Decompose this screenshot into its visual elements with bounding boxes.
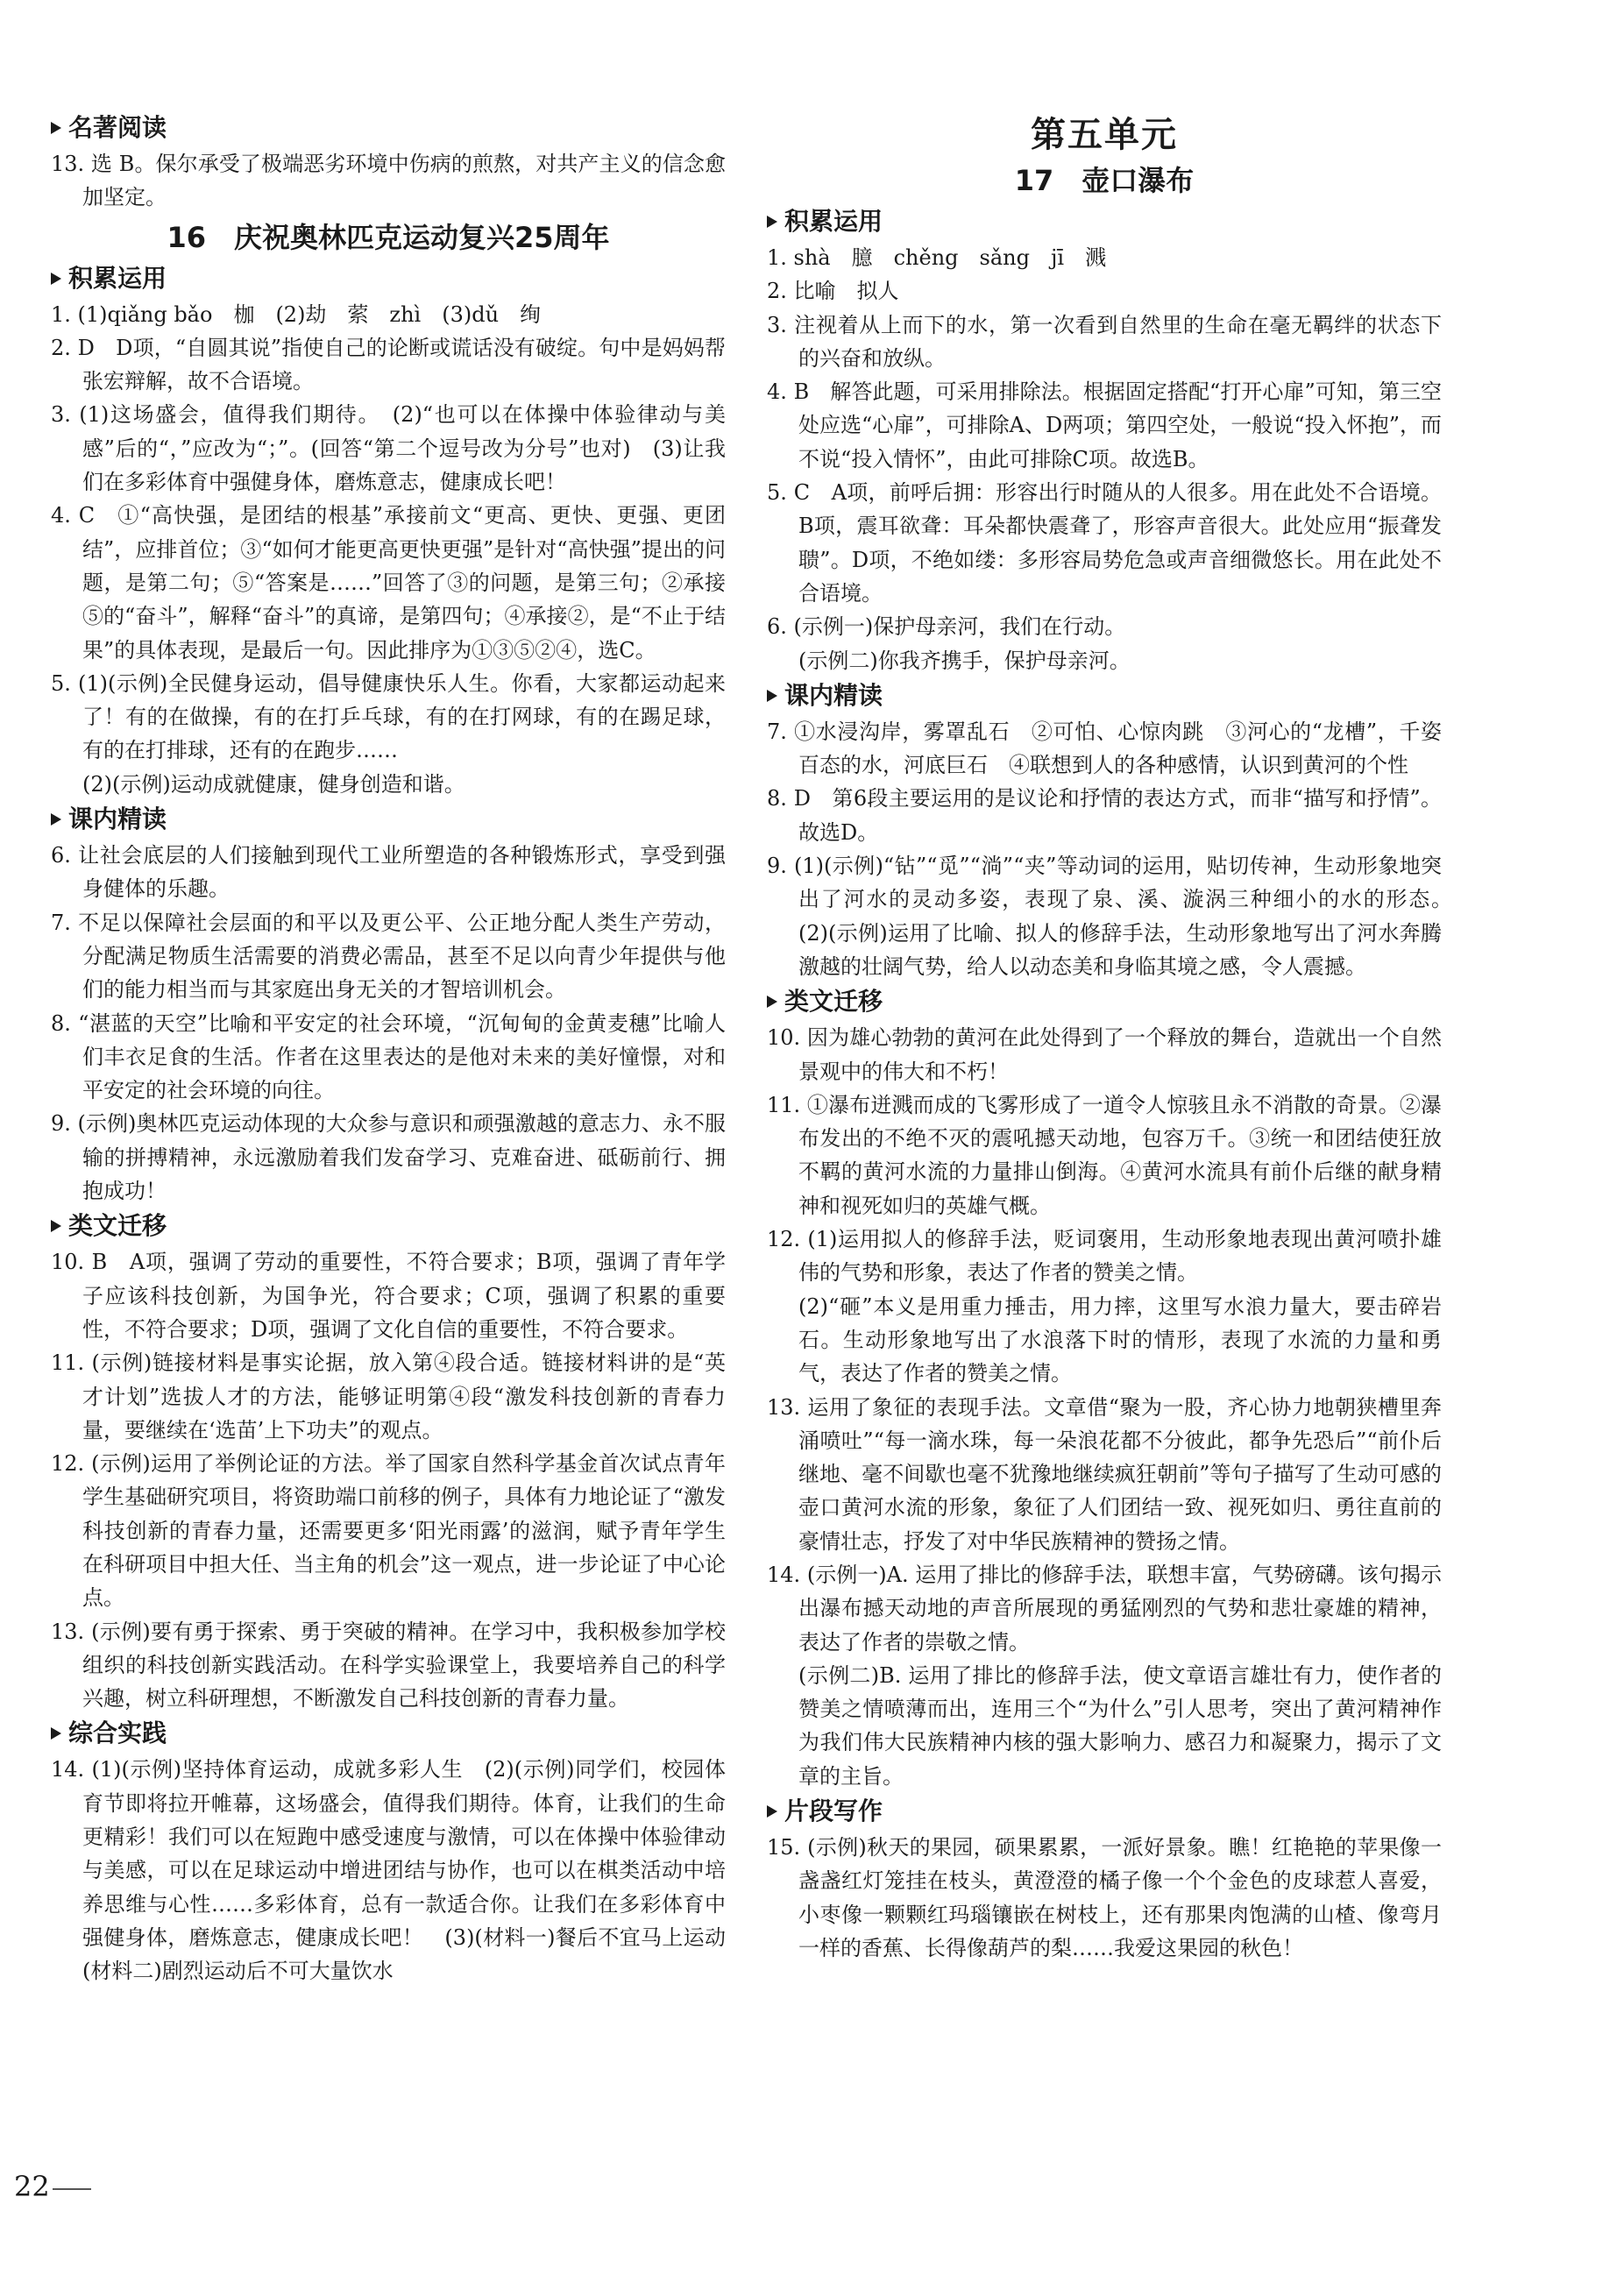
triangle-bullet-icon [51,1219,63,1233]
lesson-16-title: 16 庆祝奥林匹克运动复兴25周年 [167,220,610,254]
answer-13: 13. 运用了象征的表现手法。文章借“聚为一股，齐心协力地朝狭槽里奔涌喷吐”“每一滴水珠，每一朵浪花都不分彼此，都争先恐后”“前仆后继地、毫不间歇也毫不犹豫地继续疯狂朝前”等句子描写了生动可感的壶口黄河水流的形象，象征了人们团结一致、视死如归、勇往直前的豪情壮志，抒发了对中华民族精神的赞扬之情。 [767,1394,1442,1554]
answer-3: 3. (1)这场盛会，值得我们期待。 (2)“也可以在体操中体验律动与美感”后的“，”应改为“；”。(回答“第二个逗号改为分号”也对) (3)让我们在多彩体育中强健身体，磨炼意志，健康成长吧！ [51,402,726,495]
answer-12: 12. (示例)运用了举例论证的方法。举了国家自然科学基金首次试点青年学生基础研究项目，将资助端口前移的例子，具体有力地论证了“激发科技创新的青春力量，还需要更多‘阳光雨露’的滋润，赋予青年学生在科研项目中担大任、当主角的机会”这一观点，进一步论证了中心论点。 [51,1451,726,1611]
page-number: 22 [14,2170,50,2203]
triangle-bullet-icon [51,121,63,135]
answer-10: 10. 因为雄心勃勃的黄河在此处得到了一个释放的舞台，造就出一个自然景观中的伟大和不朽！ [767,1025,1442,1084]
answer-14: 14. (1)(示例)坚持体育运动，成就多彩人生 (2)(示例)同学们，校园体育节即将拉开帷幕，这场盛会，值得我们期待。体育，让我们的生命更精彩！我们可以在短跑中感受速度与激情，可以在体操中体验律动与美感，可以在足球运动中增进团结与协作，也可以在棋类活动中培养思维与心性……多彩体育，总有一款适合你。让我们在多彩体育中强健身体，磨炼意志，健康成长吧！ (3)(材料一)餐后不宜马上运动 (材料二)剧烈运动后不可大量饮水 [51,1757,747,1984]
answer-12-part2: (2)“砸”本义是用重力捶击，用力摔，这里写水浪力量大，要击碎岩石。生动形象地写出了水浪落下时的情形，表现了水流的力量和勇气，表达了作者的赞美之情。 [798,1293,1442,1386]
answer-5: 5. C A项，前呼后拥：形容出行时随从的人很多。用在此处不合语境。B项，震耳欲聋：耳朵都快震聋了，形容声音很大。此处应用“振聋发聩”。D项，不绝如缕：多形容局势危急或声音细微悠长。用在此处不合语境。 [767,480,1442,606]
answer-10: 10. B A项，强调了劳动的重要性，不符合要求；B项，强调了青年学子应该科技创新，为国争光，符合要求；C项，强调了积累的重要性，不符合要求；D项，强调了文化自信的重要性，不符合要求。 [51,1250,726,1342]
answer-13: 13. (示例)要有勇于探索、勇于突破的精神。在学习中，我积极参加学校组织的科技创新实践活动。在科学实验课堂上，我要培养自己的科学兴趣，树立科研理想，不断激发自己科技创新的青春力量。 [51,1619,726,1712]
answer-13-mingzhu: 13. 选 B。保尔承受了极端恶劣环境中伤病的煎熬，对共产主义的信念愈加坚定。 [51,152,726,210]
answer-11: 11. ①瀑布迸溅而成的飞雾形成了一道令人惊骇且永不消散的奇景。②瀑布发出的不绝不灭的震吼撼天动地，包容万千。③统一和团结使狂放不羁的黄河水流的力量排山倒海。④黄河水流具有前仆后继的献身精神和视死如归的英雄气概。 [767,1092,1442,1218]
answer-4: 4. B 解答此题，可采用排除法。根据固定搭配“打开心扉”可知，第三空处应选“心扉”，可排除A、D两项；第四空处，一般说“投入怀抱”，而不说“投入情怀”，由此可排除C项。故选B。 [767,379,1442,471]
triangle-bullet-icon [767,689,779,703]
section-heading-mingzhu: 名著阅读 [51,111,726,145]
section-heading-kenei: 课内精读 [767,679,1442,712]
answer-6-part1: 6. (示例一)保护母亲河，我们在行动。 [767,614,1126,640]
answer-6: 6. 让社会底层的人们接触到现代工业所塑造的各种锻炼形式，享受到强身健体的乐趣。 [51,843,726,902]
answer-1: 1. shà 臆 chěng sǎng jī 溅 [767,245,1107,270]
answer-3: 3. 注视着从上而下的水，第一次看到自然里的生命在毫无羁绊的状态下的兴奋和放纵。 [767,312,1442,371]
answer-5-part1: 5. (1)(示例)全民健身运动，倡导健康快乐人生。你看，大家都运动起来了！有的在做操，有的在打乒乓球，有的在打网球，有的在踢足球，有的在打排球，还有的在跑步…… [51,670,726,763]
section-heading-zonghe: 综合实践 [51,1717,726,1750]
section-heading-kenei: 课内精读 [51,803,726,836]
answer-1: 1. (1)qiǎng bǎo 枷 (2)劫 萦 zhì (3)dǔ 绚 [51,301,542,327]
answer-8: 8. “湛蓝的天空”比喻和平安定的社会环境，“沉甸甸的金黄麦穗”比喻人们丰衣足食的生活。作者在这里表达的是他对未来的美好憧憬，对和平安定的社会环境的向往。 [51,1010,726,1103]
answer-14-part2: (示例二)B. 运用了排比的修辞手法，使文章语言雄壮有力，使作者的赞美之情喷薄而出，连用三个“为什么”引人思考，突出了黄河精神作为我们伟大民族精神内核的强大影响力、感召力和凝聚力，揭示了文章的主旨。 [798,1662,1442,1789]
answer-9: 9. (1)(示例)“钻”“觅”“淌”“夹”等动词的运用，贴切传神，生动形象地突出了河水的灵动多姿，表现了泉、溪、漩涡三种细小的水的形态。 (2)(示例)运用了比喻、拟人的修辞手法，生动形象地写出了河水奔腾激越的壮阔气势，给人以动态美和身临其境之感，令人震撼。 [767,854,1463,979]
answer-7: 7. 不足以保障社会层面的和平以及更公平、公正地分配人类生产劳动，分配满足物质生活需要的消费必需品，甚至不足以向青少年提供与他们的能力相当而与其家庭出身无关的才智培训机会。 [51,910,726,1003]
answer-5-part2: (2)(示例)运动成就健康，健身创造和谐。 [82,771,465,797]
unit-title: 第五单元 [1031,115,1178,155]
triangle-bullet-icon [51,272,63,286]
triangle-bullet-icon [51,1726,63,1740]
left-column [51,110,747,1988]
section-heading-leiwen: 类文迁移 [767,985,1442,1018]
triangle-bullet-icon [51,812,63,826]
triangle-bullet-icon [767,215,779,229]
answer-14-part1: 14. (示例一)A. 运用了排比的修辞手法，联想丰富，气势磅礴。该句揭示出瀑布撼天动地的声音所展现的勇猛刚烈的气势和悲壮豪雄的精神，表达了作者的崇敬之情。 [767,1562,1442,1655]
answer-2: 2. D D项，“自圆其说”指使自己的论断或谎话没有破绽。句中是妈妈帮张宏辩解，故不合语境。 [51,335,726,394]
answer-15: 15. (示例)秋天的果园，硕果累累，一派好景象。瞧！红艳艳的苹果像一盏盏红灯笼挂在枝头，黄澄澄的橘子像一个个金色的皮球惹人喜爱，小枣像一颗颗红玛瑙镶嵌在树枝上，还有那果肉饱满的山楂、像弯月一样的香蕉、长得像葫芦的梨……我爱这果园的秋色！ [767,1835,1442,1960]
right-column [767,112,1463,1965]
section-heading-leiwen: 类文迁移 [51,1209,726,1243]
triangle-bullet-icon [767,995,779,1009]
answer-9: 9. (示例)奥林匹克运动体现的大众参与意识和顽强激越的意志力、永不服输的拼搏精神，永远激励着我们发奋学习、克难奋进、砥砺前行、拥抱成功！ [51,1111,726,1204]
answer-8: 8. D 第6段主要运用的是议论和抒情的表达方式，而非“描写和抒情”。故选D。 [767,786,1442,845]
triangle-bullet-icon [767,1804,779,1818]
answer-11: 11. (示例)链接材料是事实论据，放入第④段合适。链接材料讲的是“英才计划”选拔人才的方法，能够证明第④段“激发科技创新的青春力量，要继续在‘选苗’上下功夫”的观点。 [51,1350,726,1442]
answer-4: 4. C ①“高快强，是团结的根基”承接前文“更高、更快、更强、更团结”，应排首位；③“如何才能更高更快更强”是针对“高快强”提出的问题，是第二句；⑤“答案是……”回答了③的问题，是第三句；②承接⑤的“奋斗”，解释“奋斗”的真谛，是第四句；④承接②，是“不止于结果”的具体表现，是最后一句。因此排序为①③⑤②④，选C。 [51,503,726,663]
section-heading-jilei: 积累运用 [51,262,726,295]
answer-12-part1: 12. (1)运用拟人的修辞手法，贬词褒用，生动形象地表现出黄河喷扑雄伟的气势和形象，表达了作者的赞美之情。 [767,1227,1442,1286]
answer-7: 7. ①水浸沟岸，雾罩乱石 ②可怕、心惊肉跳 ③河心的“龙槽”，千姿百态的水，河底巨石 ④联想到人的各种感情，认识到黄河的个性 [767,719,1442,778]
section-heading-jilei: 积累运用 [767,205,1442,238]
answer-2: 2. 比喻 拟人 [767,279,899,304]
lesson-17-title: 17 壶口瀑布 [1014,164,1195,197]
section-heading-pianduan: 片段写作 [767,1795,1442,1828]
page-number-rule [53,2188,91,2190]
answer-6-part2: (示例二)你我齐携手，保护母亲河。 [798,648,1131,673]
